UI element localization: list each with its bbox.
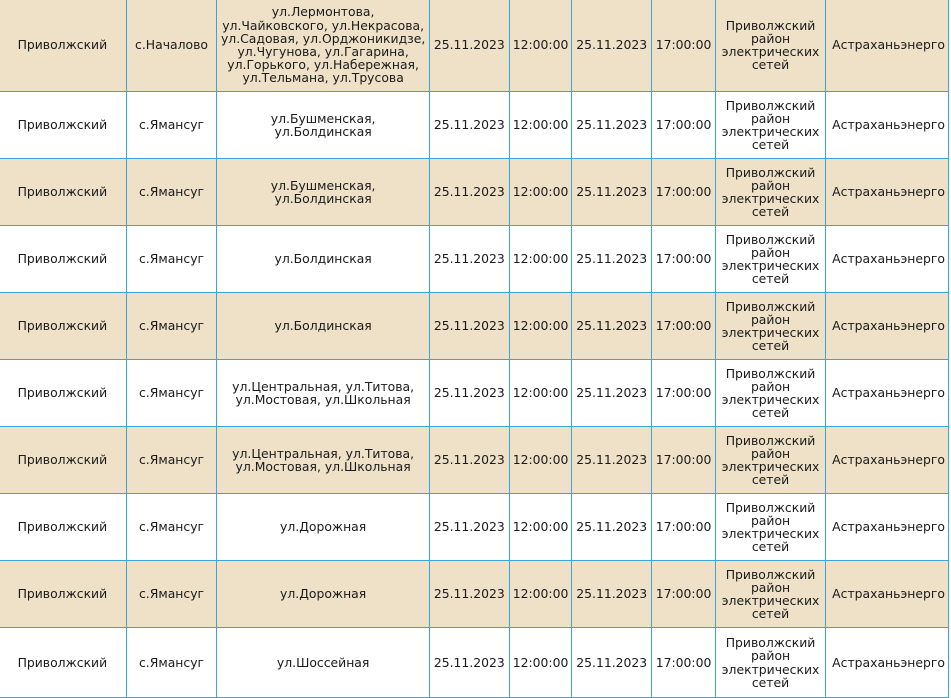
cell-locality: с.Ямансуг — [126, 427, 217, 494]
cell-streets: ул.Дорожная — [217, 494, 430, 561]
cell-end-date: 25.11.2023 — [572, 494, 652, 561]
table-row — [0, 494, 949, 561]
cell-district: Приволжский — [0, 0, 126, 92]
cell-streets: ул.Бушменская, ул.Болдинская — [217, 159, 430, 226]
cell-network: Приволжский район электрических сетей — [715, 360, 825, 427]
cell-streets: ул.Шоссейная — [217, 628, 430, 698]
cell-start-date: 25.11.2023 — [429, 159, 509, 226]
cell-streets: ул.Дорожная — [217, 561, 430, 628]
cell-streets: ул.Центральная, ул.Титова, ул.Мостовая, ул.Школьная — [217, 427, 430, 494]
table-row — [0, 159, 949, 226]
cell-end-time: 17:00:00 — [652, 92, 716, 159]
cell-organization: Астраханьэнерго — [826, 92, 949, 159]
cell-end-time: 17:00:00 — [652, 293, 716, 360]
cell-district: Приволжский — [0, 226, 126, 293]
cell-district: Приволжский — [0, 561, 126, 628]
cell-streets: ул.Болдинская — [217, 293, 430, 360]
cell-locality: с.Ямансуг — [126, 293, 217, 360]
cell-locality: с.Ямансуг — [126, 159, 217, 226]
cell-end-date: 25.11.2023 — [572, 360, 652, 427]
cell-organization: Астраханьэнерго — [826, 159, 949, 226]
cell-start-time: 12:00:00 — [509, 293, 572, 360]
cell-locality: с.Ямансуг — [126, 92, 217, 159]
cell-streets: ул.Лермонтова, ул.Чайковского, ул.Некрасова, ул.Садовая, ул.Орджоникидзе, ул.Чугунова, ул.Гагарина, ул.Горького, ул.Набережная, ул.Тельмана, ул.Трусова — [217, 0, 430, 92]
cell-start-time: 12:00:00 — [509, 561, 572, 628]
cell-locality: с.Началово — [126, 0, 217, 92]
cell-network: Приволжский район электрических сетей — [715, 226, 825, 293]
cell-start-date: 25.11.2023 — [429, 628, 509, 698]
cell-start-date: 25.11.2023 — [429, 360, 509, 427]
cell-network: Приволжский район электрических сетей — [715, 92, 825, 159]
cell-start-date: 25.11.2023 — [429, 293, 509, 360]
cell-start-date: 25.11.2023 — [429, 427, 509, 494]
cell-start-time: 12:00:00 — [509, 92, 572, 159]
cell-end-date: 25.11.2023 — [572, 92, 652, 159]
cell-end-date: 25.11.2023 — [572, 427, 652, 494]
cell-organization: Астраханьэнерго — [826, 494, 949, 561]
cell-end-date: 25.11.2023 — [572, 0, 652, 92]
cell-start-date: 25.11.2023 — [429, 226, 509, 293]
table-row — [0, 628, 949, 698]
cell-start-time: 12:00:00 — [509, 159, 572, 226]
table-row — [0, 427, 949, 494]
cell-organization: Астраханьэнерго — [826, 628, 949, 698]
cell-end-time: 17:00:00 — [652, 561, 716, 628]
cell-end-date: 25.11.2023 — [572, 561, 652, 628]
cell-end-time: 17:00:00 — [652, 159, 716, 226]
cell-network: Приволжский район электрических сетей — [715, 159, 825, 226]
cell-start-date: 25.11.2023 — [429, 92, 509, 159]
cell-network: Приволжский район электрических сетей — [715, 427, 825, 494]
cell-organization: Астраханьэнерго — [826, 293, 949, 360]
cell-organization: Астраханьэнерго — [826, 427, 949, 494]
cell-network: Приволжский район электрических сетей — [715, 494, 825, 561]
cell-end-time: 17:00:00 — [652, 427, 716, 494]
cell-network: Приволжский район электрических сетей — [715, 561, 825, 628]
cell-locality: с.Ямансуг — [126, 628, 217, 698]
table-row — [0, 0, 949, 92]
cell-end-date: 25.11.2023 — [572, 293, 652, 360]
cell-district: Приволжский — [0, 427, 126, 494]
cell-start-time: 12:00:00 — [509, 427, 572, 494]
cell-network: Приволжский район электрических сетей — [715, 0, 825, 92]
cell-locality: с.Ямансуг — [126, 561, 217, 628]
cell-start-date: 25.11.2023 — [429, 494, 509, 561]
cell-locality: с.Ямансуг — [126, 360, 217, 427]
cell-organization: Астраханьэнерго — [826, 226, 949, 293]
cell-streets: ул.Бушменская, ул.Болдинская — [217, 92, 430, 159]
cell-start-time: 12:00:00 — [509, 494, 572, 561]
cell-district: Приволжский — [0, 360, 126, 427]
cell-start-time: 12:00:00 — [509, 360, 572, 427]
cell-end-date: 25.11.2023 — [572, 628, 652, 698]
table-row — [0, 293, 949, 360]
table-row — [0, 561, 949, 628]
cell-streets: ул.Болдинская — [217, 226, 430, 293]
cell-end-date: 25.11.2023 — [572, 159, 652, 226]
cell-organization: Астраханьэнерго — [826, 0, 949, 92]
cell-end-time: 17:00:00 — [652, 360, 716, 427]
cell-start-date: 25.11.2023 — [429, 561, 509, 628]
cell-organization: Астраханьэнерго — [826, 561, 949, 628]
table-row — [0, 92, 949, 159]
cell-start-time: 12:00:00 — [509, 628, 572, 698]
table-row — [0, 360, 949, 427]
cell-start-date: 25.11.2023 — [429, 0, 509, 92]
cell-network: Приволжский район электрических сетей — [715, 293, 825, 360]
cell-district: Приволжский — [0, 494, 126, 561]
cell-end-time: 17:00:00 — [652, 226, 716, 293]
cell-end-date: 25.11.2023 — [572, 226, 652, 293]
cell-district: Приволжский — [0, 92, 126, 159]
table-row — [0, 226, 949, 293]
cell-organization: Астраханьэнерго — [826, 360, 949, 427]
cell-district: Приволжский — [0, 159, 126, 226]
cell-network: Приволжский район электрических сетей — [715, 628, 825, 698]
cell-end-time: 17:00:00 — [652, 628, 716, 698]
cell-district: Приволжский — [0, 628, 126, 698]
cell-end-time: 17:00:00 — [652, 494, 716, 561]
cell-end-time: 17:00:00 — [652, 0, 716, 92]
cell-locality: с.Ямансуг — [126, 494, 217, 561]
cell-start-time: 12:00:00 — [509, 0, 572, 92]
cell-streets: ул.Центральная, ул.Титова, ул.Мостовая, ул.Школьная — [217, 360, 430, 427]
cell-start-time: 12:00:00 — [509, 226, 572, 293]
cell-locality: с.Ямансуг — [126, 226, 217, 293]
cell-district: Приволжский — [0, 293, 126, 360]
